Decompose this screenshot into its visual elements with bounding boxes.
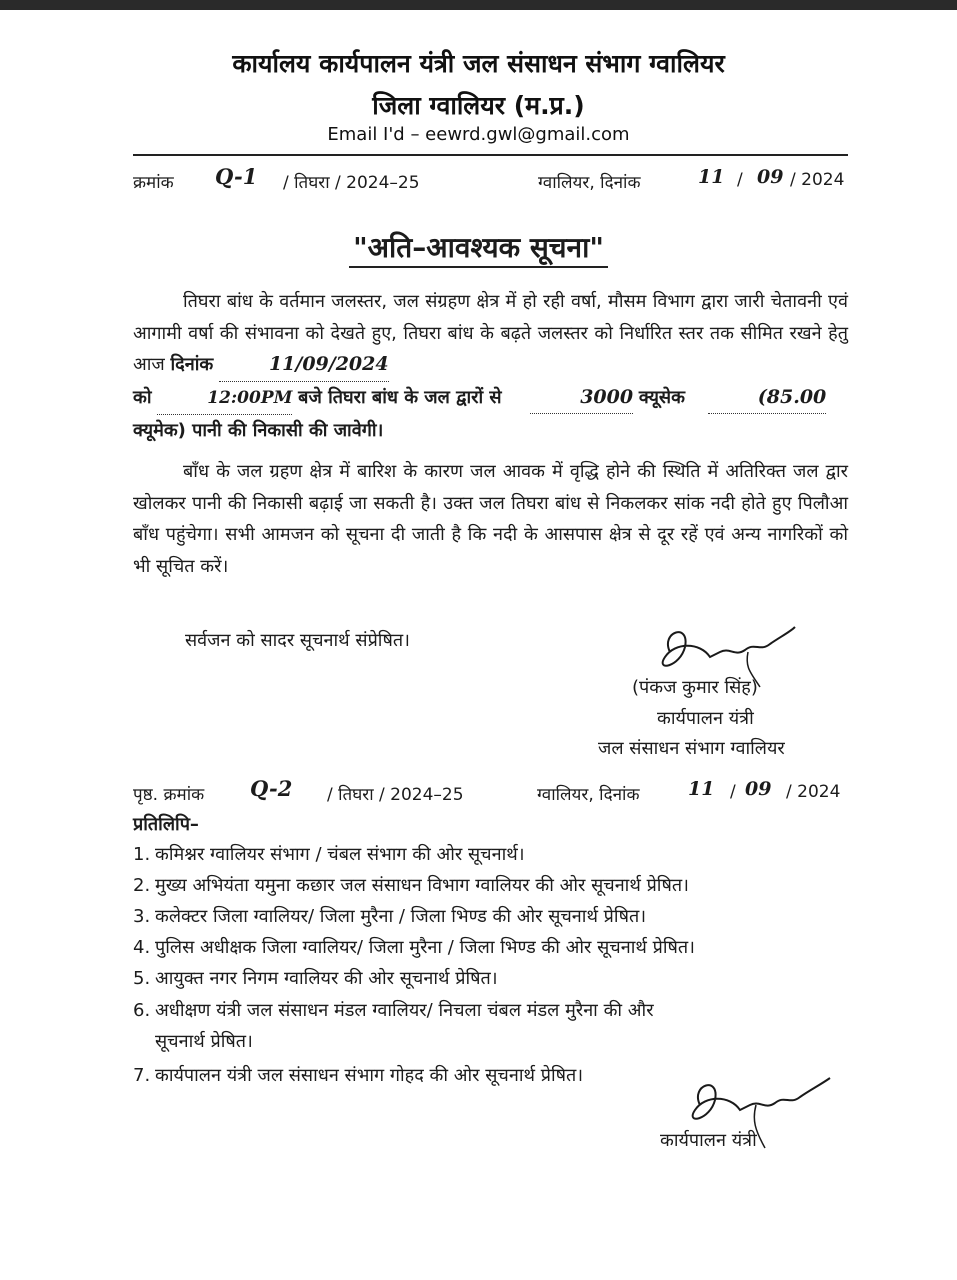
list-item [133,1029,253,1053]
release-cumec: (85.00 [708,382,827,415]
paragraph-1-gates: बजे तिघरा बांध के जल द्वारों से [298,386,502,408]
list-item-text: कमिश्नर ग्वालियर संभाग / चंबल संभाग की ओर सूचनार्थ। [155,844,525,865]
signatory-name: (पंकज कुमार सिंह) [632,677,758,698]
list-item-text: मुख्य अभियंता यमुना कछार जल संसाधन विभाग ग्वालियर की ओर सूचनार्थ प्रेषित। [155,875,689,896]
list-item [133,966,498,990]
release-time: 12:00PM [157,383,292,416]
notice-paragraph-1 [133,286,848,447]
date-month: 09 [757,166,784,188]
list-item-text: कलेक्टर जिला ग्वालियर/ जिला मुरैना / जिला भिण्ड की ओर सूचनार्थ प्रेषित। [155,906,647,927]
ref2-label: पृष्ठ. क्रमांक [133,785,205,805]
ref2-date-year: / 2024 [786,782,841,802]
paragraph-1-text: तिघरा बांध के वर्तमान जलस्तर, जल संग्रहण क्षेत्र में हो रही वर्षा, मौसम विभाग द्वारा जारी चेतावनी एवं आगामी वर्षा की संभावना को देखते हुए, तिघरा बांध के बढ़ते जलस्तर को निर्धारित स्तर तक सीमित रखने हेतु आज [133,291,848,375]
list-item [133,904,646,928]
list-item [133,1063,583,1087]
list-item [133,873,689,897]
ref2-date-month: 09 [745,778,772,800]
paragraph-1-end: क्यूमेक) पानी की निकासी की जावेगी। [133,420,384,441]
email-line: Email I'd – eewrd.gwl@gmail.com [327,124,630,145]
ref2-number: Q-2 [250,776,293,801]
list-item-number: 1. [133,844,151,865]
ref2-series: / तिघरा / 2024–25 [327,785,464,805]
copy-heading: प्रतिलिपि– [133,814,199,835]
ref-series: / तिघरा / 2024–25 [283,173,420,193]
place-date-label: ग्वालियर, दिनांक [538,173,641,193]
list-item-text: अधीक्षण यंत्री जल संसाधन मंडल ग्वालियर/ निचला चंबल मंडल मुरैना की और [155,1000,654,1021]
signatory-designation: कार्यपालन यंत्री [657,708,754,729]
office-title: कार्यालय कार्यपालन यंत्री जल संसाधन संभाग ग्वालियर [232,49,725,78]
notice-paragraph-3: सर्वजन को सादर सूचनार्थ संप्रेषित। [185,630,410,651]
ref-number: Q-1 [215,164,258,189]
list-item-number: 5. [133,968,151,989]
signature-2-designation: कार्यपालन यंत्री [660,1130,757,1151]
notice-subject-text: "अति–आवश्यक सूचना" [349,231,608,268]
header-divider [133,154,848,156]
notice-paragraph-2: बाँध के जल ग्रहण क्षेत्र में बारिश के कारण जल आवक में वृद्धि होने की स्थिति में अतिरिक्त जल द्वार खोलकर पानी की निकासी बढ़ाई जा सकती है। उक्त जल तिघरा बांध से निकलकर सांक नदी होते हुए पिलौआ बाँध पहुंचेगा। सभी आमजन को सूचना दी जाती है कि नदी के आसपास क्षेत्र से दूर रहें एवं अन्य नागरिकों को भी सूचित करें। [133,461,848,577]
date-day: 11 [698,166,725,188]
paragraph-1-ko: को [133,386,152,408]
list-item-number: 6. [133,1000,151,1021]
signatory-department: जल संसाधन संभाग ग्वालियर [598,738,785,759]
release-date: 11/09/2024 [219,349,389,382]
list-item [133,842,525,866]
list-item-text: कार्यपालन यंत्री जल संसाधन संभाग गोहद की ओर सूचनार्थ प्रेषित। [155,1065,584,1086]
date-sep: / [737,170,743,190]
ref2-date-day: 11 [688,778,715,800]
district-title: जिला ग्वालियर (म.प्र.) [372,91,585,120]
list-item [133,998,654,1022]
release-cusec: 3000 [530,382,633,415]
list-item-text: सूचनार्थ प्रेषित। [155,1031,253,1052]
list-item-text: पुलिस अधीक्षक जिला ग्वालियर/ जिला मुरैना / जिला भिण्ड की ओर सूचनार्थ प्रेषित। [155,937,695,958]
cusec-label: क्यूसेक [638,386,685,408]
list-item-number: 4. [133,937,151,958]
list-item [133,935,695,959]
ref-label: क्रमांक [133,173,174,193]
notice-subject [0,228,957,266]
ref2-date-sep: / [730,782,736,802]
list-item-number: 3. [133,906,151,927]
list-item-text: आयुक्त नगर निगम ग्वालियर की ओर सूचनार्थ प्रेषित। [155,968,498,989]
list-item-number: 7. [133,1065,151,1086]
date-year: / 2024 [790,170,845,190]
list-item-number: 2. [133,875,151,896]
top-border-line [0,0,957,10]
ref2-place-date-label: ग्वालियर, दिनांक [537,785,640,805]
paragraph-1-date-label: दिनांक [170,354,214,375]
